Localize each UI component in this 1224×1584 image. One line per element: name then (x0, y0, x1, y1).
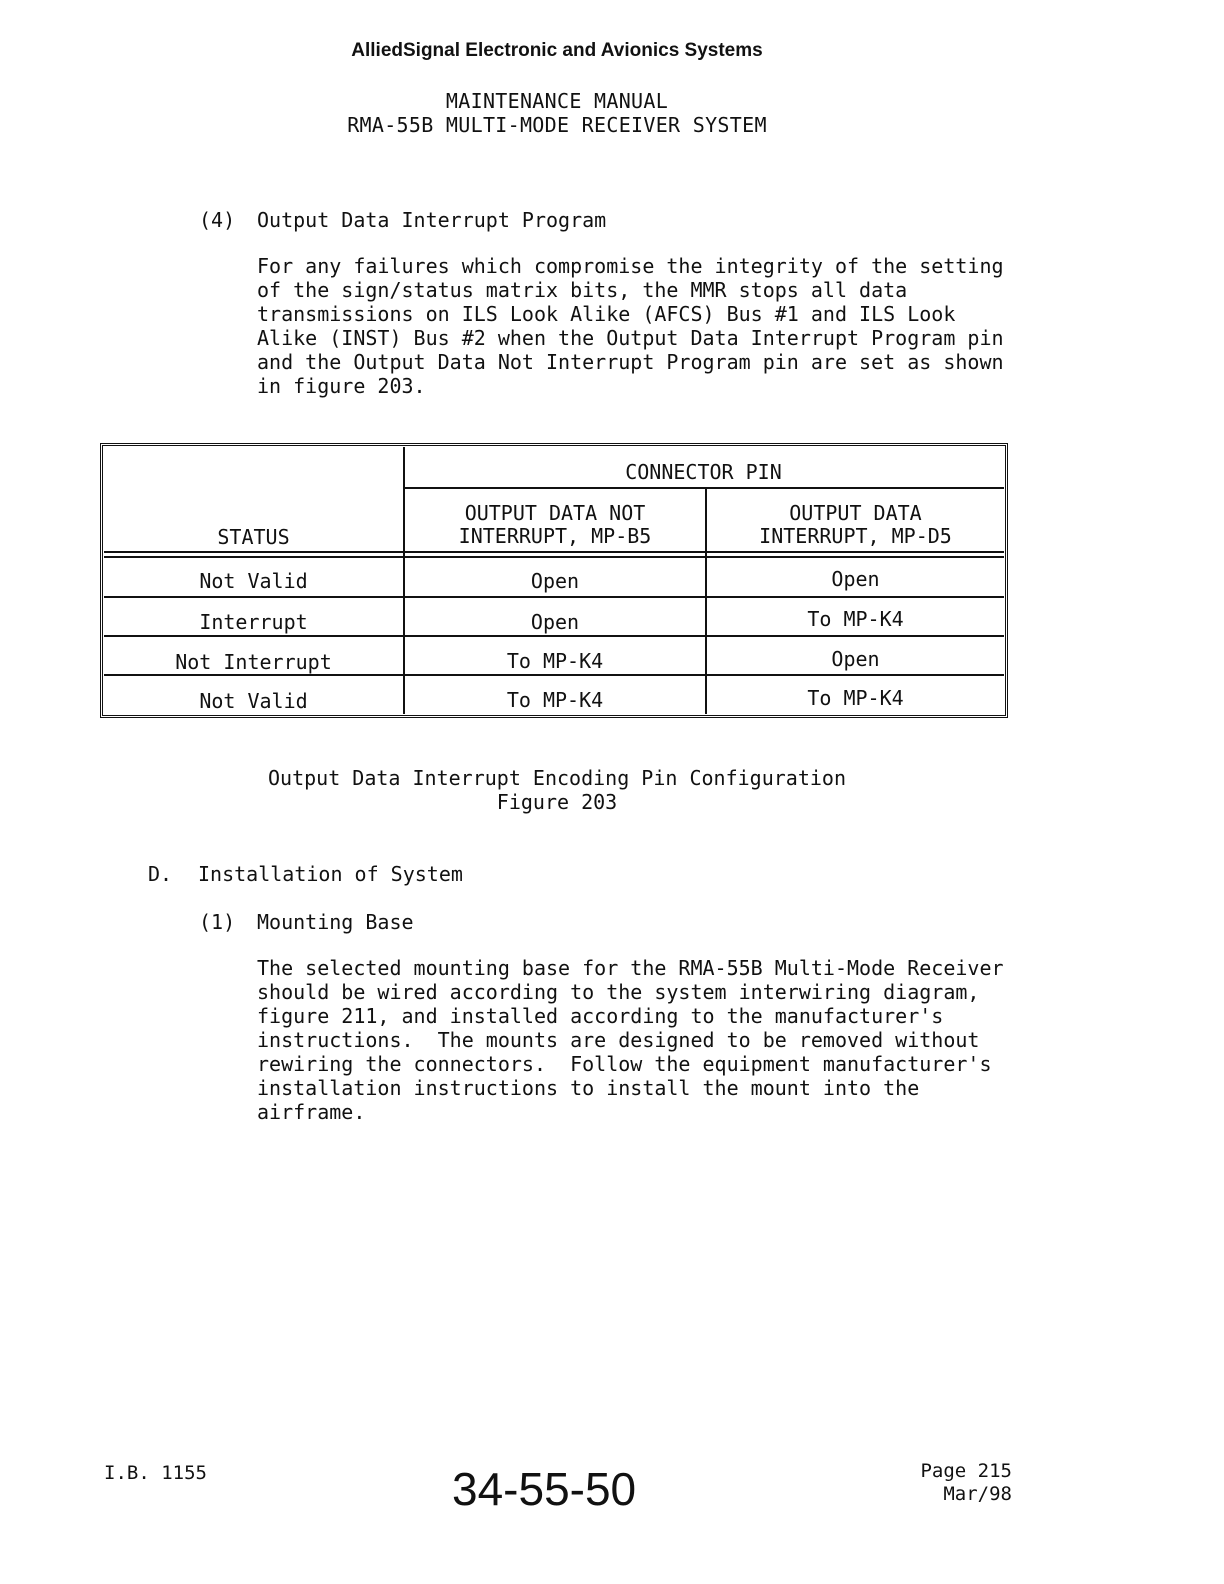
paragraph-line: rewiring the connectors. Follow the equipment manufacturer's (257, 1052, 992, 1076)
b5-header (405, 502, 705, 548)
page-date: Mar/98 (943, 1483, 1012, 1505)
system-title: RMA-55B MULTI-MODE RECEIVER SYSTEM (347, 113, 767, 137)
b5-header-line: OUTPUT DATA NOT (464, 501, 646, 525)
table-row-b5: To MP-K4 (506, 649, 604, 673)
paragraph-line: The selected mounting base for the RMA-55B Multi-Mode Receiver (257, 956, 1004, 980)
paragraph-line: installation instructions to install the mount into the (257, 1076, 920, 1100)
table-row-d5: Open (831, 647, 880, 671)
paragraph-line: Alike (INST) Bus #2 when the Output Data Interrupt Program pin (257, 326, 1004, 350)
paragraph-line: of the sign/status matrix bits, the MMR stops all data (257, 278, 908, 302)
table-row-b5: Open (530, 569, 580, 593)
paragraph-line: and the Output Data Not Interrupt Program pin are set as shown (257, 350, 1004, 374)
manual-title: MAINTENANCE MANUAL (445, 89, 669, 113)
table-divider (104, 551, 1004, 553)
section-d-title: Installation of System (198, 862, 463, 886)
d5-header-line: INTERRUPT, MP-D5 (759, 524, 952, 548)
paragraph-line: figure 211, and installed according to the manufacturer's (257, 1004, 944, 1028)
table-divider (403, 487, 1004, 489)
status-header: STATUS (217, 525, 290, 549)
paragraph-line: should be wired according to the system interwiring diagram, (257, 980, 980, 1004)
table-row-d5: To MP-K4 (807, 686, 904, 710)
paragraph-line: For any failures which compromise the integrity of the setting (257, 254, 1004, 278)
d5-header (707, 502, 1004, 548)
table-row-b5: Open (530, 610, 580, 634)
table-row-status: Not Valid (199, 689, 308, 713)
section-4-number: (4) (199, 208, 236, 232)
page-number: Page 215 (920, 1460, 1012, 1482)
section-4-title: Output Data Interrupt Program (257, 208, 607, 232)
chapter-code: 34-55-50 (452, 1463, 637, 1515)
table-row-status: Not Valid (199, 569, 308, 593)
figure-label: Figure 203 (496, 790, 618, 814)
paragraph-line: transmissions on ILS Look Alike (AFCS) Bus #1 and ILS Look (257, 302, 956, 326)
section-1-number: (1) (199, 910, 236, 934)
section-4-paragraph (257, 254, 1017, 398)
paragraph-line: instructions. The mounts are designed to be removed without (257, 1028, 980, 1052)
table-row-status: Interrupt (199, 610, 308, 634)
table-divider (104, 556, 1004, 558)
figure-caption (0, 766, 1114, 814)
section-1-paragraph (257, 956, 1017, 1124)
table-row-b5: To MP-K4 (506, 688, 604, 712)
table-row-d5: Open (831, 567, 880, 591)
b5-header-line: INTERRUPT, MP-B5 (458, 524, 652, 548)
connector-pin-header: CONNECTOR PIN (625, 460, 782, 484)
paragraph-line: airframe. (257, 1100, 366, 1124)
section-d-letter: D. (148, 862, 173, 886)
caption-text: Output Data Interrupt Encoding Pin Configuration (268, 766, 846, 790)
table-row-d5: To MP-K4 (807, 607, 904, 631)
table-divider (104, 596, 1004, 598)
page-info (890, 1460, 1012, 1506)
paragraph-line: in figure 203. (257, 374, 426, 398)
pin-config-table (100, 443, 1008, 718)
table-row-status: Not Interrupt (175, 650, 332, 674)
table-divider (104, 674, 1004, 676)
table-divider (104, 635, 1004, 637)
d5-header-line: OUTPUT DATA (789, 501, 922, 525)
section-1-title: Mounting Base (257, 910, 414, 934)
company-name: AlliedSignal Electronic and Avionics Systems (351, 40, 763, 61)
ib-number: I.B. 1155 (104, 1462, 207, 1484)
